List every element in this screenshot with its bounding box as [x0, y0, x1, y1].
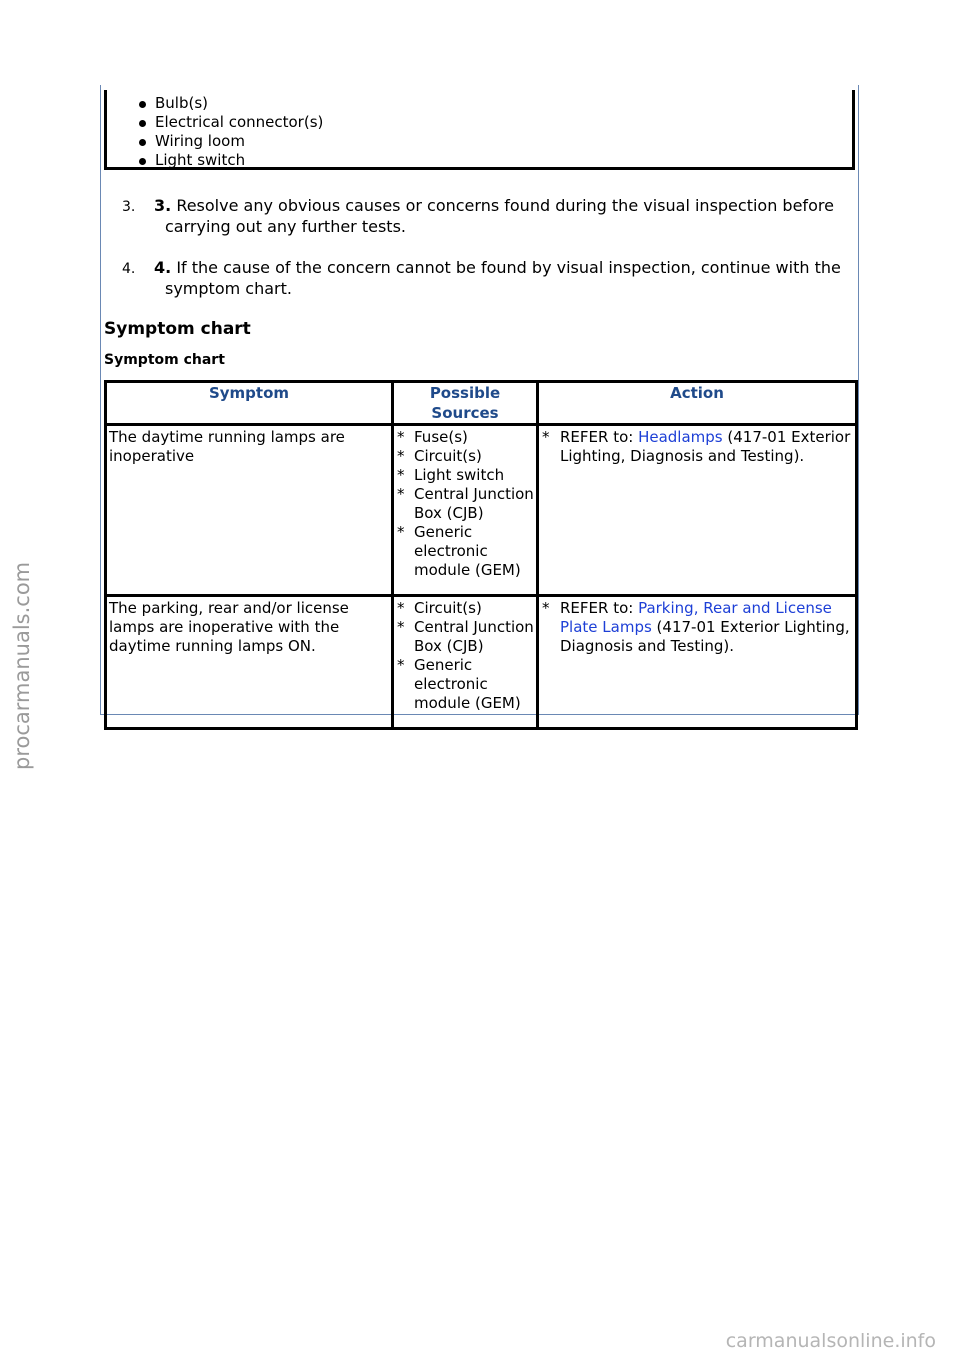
table-caption: Symptom chart — [104, 352, 225, 368]
action-item: * REFER to: Parking, Rear and License Plate Lamps (417-01 Exterior Lighting, Diagnosis and Testing). — [542, 599, 850, 655]
parking-rear-license-plate-lamps-link[interactable]: Parking, Rear and License Plate Lamps — [560, 599, 832, 636]
source-item: * Circuit(s) — [397, 447, 482, 465]
source-item: * Circuit(s) — [397, 599, 482, 617]
source-item: * Generic electronic module (GEM) — [397, 523, 521, 579]
bullet-icon — [139, 101, 146, 108]
sources-cell — [393, 425, 538, 596]
source-item: * Fuse(s) — [397, 428, 468, 446]
source-item: * Central Junction Box (CJB) — [397, 618, 534, 655]
action-item: * REFER to: Headlamps (417-01 Exterior Lighting, Diagnosis and Testing). — [542, 428, 851, 465]
section-heading: Symptom chart — [104, 319, 251, 339]
table-header-row — [106, 382, 857, 425]
action-cell — [538, 596, 857, 729]
bullet-icon — [139, 158, 146, 165]
table-row — [106, 425, 857, 596]
list-item: Wiring loom — [133, 132, 323, 151]
bullet-icon — [139, 120, 146, 127]
symptom-cell: The daytime running lamps are inoperative — [106, 425, 393, 596]
step-text: 4. If the cause of the concern cannot be found by visual inspection, continue with the symptom chart. — [154, 258, 841, 298]
table-row — [106, 596, 857, 729]
bullet-icon — [139, 139, 146, 146]
inspection-list — [133, 94, 323, 170]
column-header-possible-sources[interactable]: Possible Sources — [393, 382, 538, 425]
bottom-watermark: carmanualsonline.info — [725, 1330, 936, 1352]
sources-cell — [393, 596, 538, 729]
source-item: * Central Junction Box (CJB) — [397, 485, 534, 522]
source-item: * Light switch — [397, 466, 505, 484]
symptom-table — [104, 380, 858, 730]
step-text: 3. Resolve any obvious causes or concerns found during the visual inspection before carrying out any further tests. — [154, 196, 834, 236]
column-header-symptom[interactable]: Symptom — [106, 382, 393, 425]
source-item: * Generic electronic module (GEM) — [397, 656, 521, 712]
list-item: Bulb(s) — [133, 94, 323, 113]
column-header-action[interactable]: Action — [538, 382, 857, 425]
step-number: 3. — [122, 199, 136, 215]
list-item: Light switch — [133, 151, 323, 170]
list-item: Electrical connector(s) — [133, 113, 323, 132]
step-number: 4. — [122, 261, 136, 277]
action-cell — [538, 425, 857, 596]
headlamps-link[interactable]: Headlamps — [638, 428, 723, 446]
side-watermark: procarmanuals.com — [10, 561, 34, 770]
symptom-cell: The parking, rear and/or license lamps are inoperative with the daytime running lamps ON. — [106, 596, 393, 729]
